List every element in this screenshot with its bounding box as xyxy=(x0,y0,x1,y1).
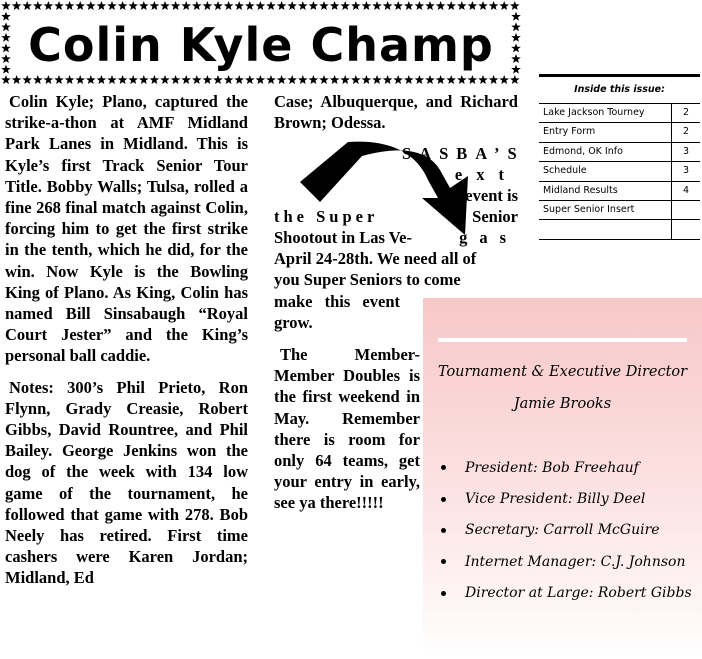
officer-text: Secretary: Carroll McGuire xyxy=(465,522,660,539)
star-icon xyxy=(415,75,425,84)
star-icon xyxy=(446,1,456,10)
sidebar-item xyxy=(539,123,700,142)
text-line: April 24-28th. We need all of xyxy=(274,249,477,268)
star-icon xyxy=(330,75,340,84)
star-icon xyxy=(65,1,75,10)
text-line: make this event xyxy=(274,292,400,311)
star-icon xyxy=(287,1,297,10)
sidebar-contents-list xyxy=(539,104,700,240)
star-icon xyxy=(478,75,488,84)
officer-text: Vice President: Billy Deel xyxy=(465,491,646,508)
star-icon xyxy=(457,1,467,10)
star-icon xyxy=(415,1,425,10)
newsletter-headline: Colin Kyle Champ xyxy=(28,18,494,72)
officers-list xyxy=(441,452,702,609)
star-icon xyxy=(266,1,276,10)
star-icon xyxy=(12,75,22,84)
text-line: the Super xyxy=(274,207,379,226)
sidebar-item-page: 4 xyxy=(682,184,690,196)
star-icon xyxy=(44,75,54,84)
continued-paragraph: Case; Albuquerque, and Richard Brown; Odessa. xyxy=(274,92,518,133)
star-icon xyxy=(33,75,43,84)
bullet-icon xyxy=(441,465,446,470)
star-icon xyxy=(277,75,287,84)
star-icon xyxy=(489,75,499,84)
star-icon xyxy=(457,75,467,84)
star-icon xyxy=(510,1,520,10)
officer-item xyxy=(441,452,702,483)
star-icon xyxy=(86,1,96,10)
star-icon xyxy=(22,75,32,84)
article-paragraph: Colin Kyle; Plano, captured the strike-a-thon at AMF Midland Park Lanes in Midland. This is Kyle’s first Track Senior Tour Title. Bobby Walls; Tulsa, rolled a fine 268 final match against Colin, forcing him to get the first strike in the tenth, which he did, for the win. Now Kyle is the Bowling King of Plano. As King, Colin has named Bill Sinsabaugh “Royal Court Jester” and the King’s personal ball caddie. xyxy=(5,92,248,366)
star-icon xyxy=(362,75,372,84)
star-icon xyxy=(383,1,393,10)
bullet-icon xyxy=(441,591,446,596)
star-icon xyxy=(468,75,478,84)
sidebar-item xyxy=(539,104,700,123)
star-icon xyxy=(511,65,521,74)
star-icon xyxy=(128,75,138,84)
star-icon xyxy=(118,75,128,84)
star-icon xyxy=(393,1,403,10)
bullet-icon xyxy=(441,497,446,502)
star-icon xyxy=(309,75,319,84)
officer-item xyxy=(441,578,702,609)
officer-item xyxy=(441,483,702,514)
sidebar-item-page: 2 xyxy=(682,107,690,118)
star-icon xyxy=(150,75,160,84)
bullet-icon xyxy=(441,528,446,533)
star-icon xyxy=(511,12,521,21)
star-icon xyxy=(309,1,319,10)
star-icon xyxy=(12,1,22,10)
star-icon xyxy=(97,1,107,10)
star-icon xyxy=(160,75,170,84)
star-icon xyxy=(1,33,11,42)
text-line: you Super Seniors to come xyxy=(274,270,461,289)
star-icon xyxy=(203,1,213,10)
star-icon xyxy=(224,75,234,84)
article-column-1 xyxy=(5,91,248,589)
text-line: SASBA’S xyxy=(402,144,525,163)
star-icon xyxy=(266,75,276,84)
star-icon xyxy=(340,75,350,84)
text-line: grow. xyxy=(274,313,313,333)
star-icon xyxy=(203,75,213,84)
star-icon xyxy=(171,1,181,10)
text-line: gas xyxy=(459,228,518,247)
star-icon xyxy=(404,75,414,84)
star-icon xyxy=(224,1,234,10)
title-banner xyxy=(0,0,522,86)
officer-item xyxy=(441,515,702,546)
star-icon xyxy=(1,1,11,10)
star-icon xyxy=(499,1,509,10)
notes-paragraph: Notes: 300’s Phil Prieto, Ron Flynn, Grady Creasie, Robert Gibbs, David Rountree, and Phil Bailey. George Jenkins won the dog of the week with 134 low game of the tournament, he followed that game with 278. Bob Neely has retired. First time cashers were Karen Jordan; Midland, Ed xyxy=(5,377,248,588)
star-icon xyxy=(107,75,117,84)
star-icon xyxy=(468,1,478,10)
star-icon xyxy=(22,1,32,10)
officers-box xyxy=(423,298,702,659)
star-icon xyxy=(65,75,75,84)
sidebar-item-page: 3 xyxy=(682,165,690,177)
star-icon xyxy=(97,75,107,84)
star-icon xyxy=(234,1,244,10)
star-icon xyxy=(181,1,191,10)
star-icon xyxy=(287,75,297,84)
star-icon xyxy=(511,22,521,31)
star-icon xyxy=(107,1,117,10)
star-icon xyxy=(478,1,488,10)
star-icon xyxy=(425,75,435,84)
text-line: next xyxy=(431,165,518,184)
star-icon xyxy=(319,75,329,84)
officers-divider xyxy=(438,338,687,342)
sidebar-item-page xyxy=(672,220,700,238)
star-icon xyxy=(213,1,223,10)
officer-text: Director at Large: Robert Gibbs xyxy=(465,585,692,602)
star-icon xyxy=(75,1,85,10)
director-block xyxy=(423,356,702,420)
star-icon xyxy=(181,75,191,84)
star-icon xyxy=(298,75,308,84)
star-icon xyxy=(54,75,64,84)
sidebar-heading: Inside this issue: xyxy=(539,77,700,104)
sidebar-item-page: 2 xyxy=(682,126,690,138)
star-icon xyxy=(213,75,223,84)
sidebar-item-label: Midland Results xyxy=(539,182,672,200)
member-doubles-column xyxy=(274,344,420,514)
star-icon xyxy=(1,22,11,31)
star-icon xyxy=(245,1,255,10)
sidebar-item xyxy=(539,162,700,181)
sidebar-item xyxy=(539,143,700,162)
director-title: Tournament & Executive Director xyxy=(437,364,688,380)
star-icon xyxy=(1,75,11,84)
sidebar-item-label: Entry Form xyxy=(539,123,672,141)
star-icon xyxy=(436,75,446,84)
officer-text: President: Bob Freehauf xyxy=(465,459,639,476)
officer-text: Internet Manager: C.J. Johnson xyxy=(465,553,686,570)
inside-this-issue-sidebar xyxy=(539,74,700,240)
sidebar-item-label: Edmond, OK Info xyxy=(539,143,672,161)
star-icon xyxy=(171,75,181,84)
star-icon xyxy=(54,1,64,10)
sidebar-item xyxy=(539,220,700,239)
star-icon xyxy=(489,1,499,10)
star-icon xyxy=(1,54,11,63)
star-icon xyxy=(75,75,85,84)
star-icon xyxy=(128,1,138,10)
star-icon xyxy=(393,75,403,84)
star-icon xyxy=(436,1,446,10)
star-icon xyxy=(351,75,361,84)
star-icon xyxy=(192,75,202,84)
text-line: Senior xyxy=(472,207,518,226)
sidebar-item-page xyxy=(672,201,700,219)
sidebar-item-label: Lake Jackson Tourney xyxy=(539,104,672,122)
star-icon xyxy=(256,75,266,84)
star-icon xyxy=(44,1,54,10)
star-icon xyxy=(511,43,521,52)
star-icon xyxy=(372,1,382,10)
star-icon xyxy=(139,1,149,10)
star-icon xyxy=(362,1,372,10)
star-icon xyxy=(319,1,329,10)
officer-item xyxy=(441,546,702,577)
sidebar-item-label: Super Senior Insert xyxy=(539,201,672,219)
star-icon xyxy=(256,1,266,10)
star-icon xyxy=(511,54,521,63)
star-icon xyxy=(330,1,340,10)
star-icon xyxy=(139,75,149,84)
star-icon xyxy=(234,75,244,84)
star-icon xyxy=(298,1,308,10)
member-doubles-paragraph: The Member-Member Doubles is the first weekend in May. Remember there is room for only 64 teams, get your entry in early, see ya there!!!!! xyxy=(274,345,420,513)
star-icon xyxy=(86,75,96,84)
star-icon xyxy=(511,33,521,42)
star-icon xyxy=(118,1,128,10)
text-line: event is xyxy=(465,186,518,205)
article-column-2-continued xyxy=(274,91,518,133)
director-name: Jamie Brooks xyxy=(513,396,612,412)
sidebar-item xyxy=(539,201,700,220)
sidebar-item xyxy=(539,182,700,201)
star-icon xyxy=(510,75,520,84)
star-icon xyxy=(404,1,414,10)
star-icon xyxy=(383,75,393,84)
sasba-event-continued xyxy=(274,291,424,333)
star-icon xyxy=(192,1,202,10)
star-icon xyxy=(160,1,170,10)
star-icon xyxy=(340,1,350,10)
star-icon xyxy=(499,75,509,84)
sidebar-item-label: Schedule xyxy=(539,162,672,180)
star-icon xyxy=(245,75,255,84)
star-icon xyxy=(33,1,43,10)
star-icon xyxy=(1,12,11,21)
star-icon xyxy=(372,75,382,84)
sidebar-item-label xyxy=(539,220,672,238)
star-icon xyxy=(446,75,456,84)
star-icon xyxy=(1,43,11,52)
star-icon xyxy=(425,1,435,10)
bullet-icon xyxy=(441,559,446,564)
star-icon xyxy=(277,1,287,10)
star-icon xyxy=(351,1,361,10)
star-icon xyxy=(1,65,11,74)
text-line: Shootout in Las Ve- xyxy=(274,228,413,247)
sidebar-item-page: 3 xyxy=(682,145,690,157)
star-icon xyxy=(150,1,160,10)
